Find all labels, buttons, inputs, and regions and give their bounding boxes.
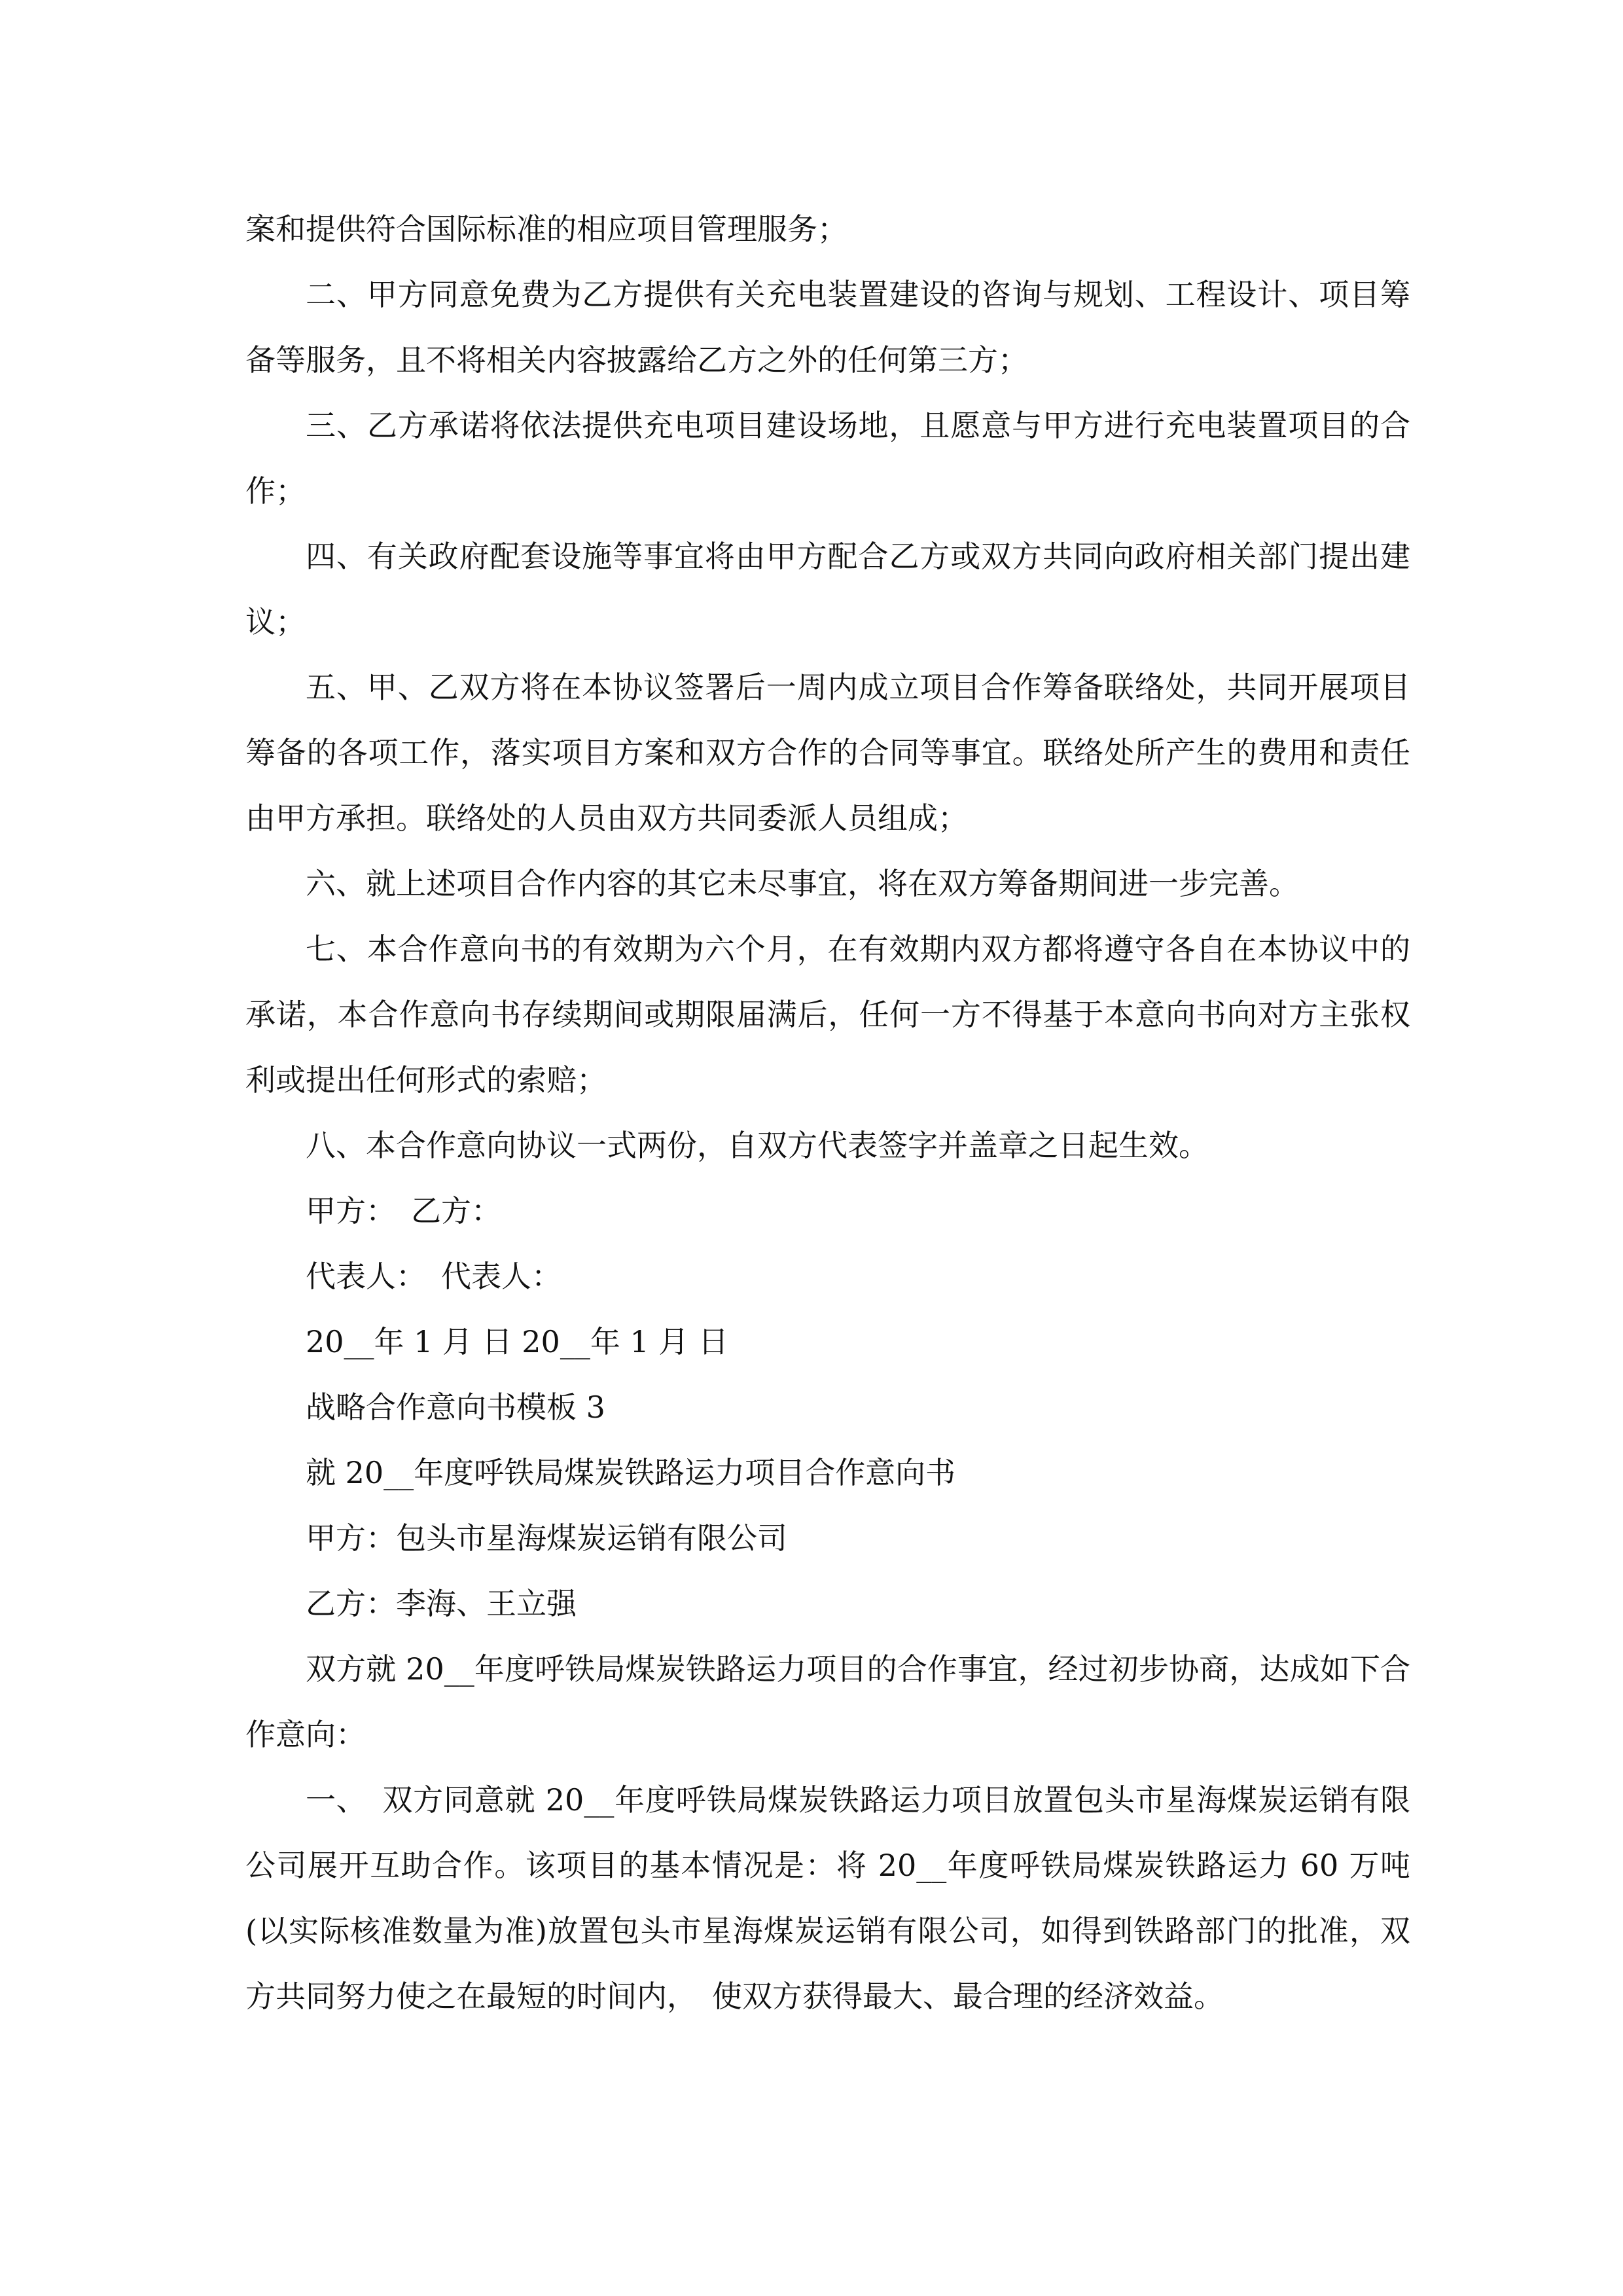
paragraph-clause-1: 一、 双方同意就 20__年度呼铁局煤炭铁路运力项目放置包头市星海煤炭运销有限公司展开互助合作。该项目的基本情况是：将 20__年度呼铁局煤炭铁路运力 60 万吨(以实际核准数量为准)放置包头市星海煤炭运销有限公司，如得到铁路部门的批准，双方共同努力使之在最短的时间内， 使双方获得最大、最合理的经济效益。 [245,1782,1410,2014]
signature-parties: 甲方： 乙方： [306,1193,501,1229]
paragraph-clause-4: 四、有关政府配套设施等事宜将由甲方配合乙方或双方共同向政府相关部门提出建议； [245,539,1410,639]
signature-dates: 20__年 1 月 日 20__年 1 月 日 [306,1324,728,1359]
party-a-line: 甲方：包头市星海煤炭运销有限公司 [306,1520,787,1556]
intro-paragraph: 双方就 20__年度呼铁局煤炭铁路运力项目的合作事宜，经过初步协商，达成如下合作意向： [245,1651,1410,1752]
template-heading: 战略合作意向书模板 3 [306,1390,605,1425]
document-body [245,196,1410,2029]
paragraph-clause-7: 七、本合作意向书的有效期为六个月，在有效期内双方都将遵守各自在本协议中的承诺，本合作意向书存续期间或期限届满后，任何一方不得基于本意向书向对方主张权利或提出任何形式的索赔； [245,931,1410,1098]
paragraph-clause-6: 六、就上述项目合作内容的其它未尽事宜，将在双方筹备期间进一步完善。 [306,866,1299,901]
document-title: 就 20__年度呼铁局煤炭铁路运力项目合作意向书 [306,1455,956,1490]
paragraph-clause-8: 八、本合作意向协议一式两份，自双方代表签字并盖章之日起生效。 [306,1128,1209,1163]
signature-representatives: 代表人： 代表人： [306,1259,562,1294]
paragraph: 案和提供符合国际标准的相应项目管理服务； [245,211,847,247]
paragraph-clause-5: 五、甲、乙双方将在本协议签署后一周内成立项目合作筹备联络处，共同开展项目筹备的各项工作，落实项目方案和双方合作的合同等事宜。联络处所产生的费用和责任由甲方承担。联络处的人员由双方共同委派人员组成； [245,670,1410,836]
paragraph-clause-2: 二、甲方同意免费为乙方提供有关充电装置建设的咨询与规划、工程设计、项目筹备等服务，且不将相关内容披露给乙方之外的任何第三方； [245,277,1410,378]
paragraph-clause-3: 三、乙方承诺将依法提供充电项目建设场地，且愿意与甲方进行充电装置项目的合作； [245,408,1410,509]
party-b-line: 乙方：李海、王立强 [306,1586,577,1621]
